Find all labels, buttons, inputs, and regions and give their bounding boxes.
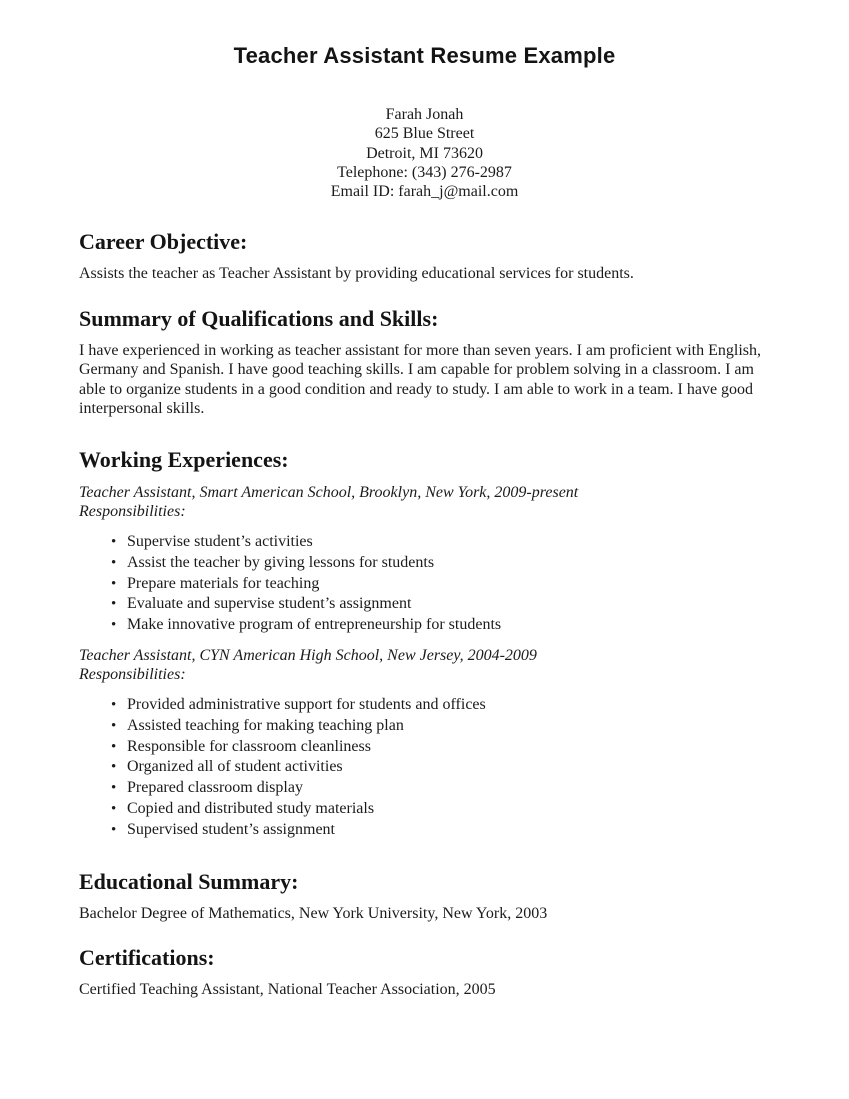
job-responsibilities-label: Responsibilities: [79,665,186,683]
contact-block [79,105,770,201]
certifications-text: Certified Teaching Assistant, National Teacher Association, 2005 [79,981,496,999]
educational-summary-heading: Educational Summary: [79,868,299,894]
job-bullet: • Organized all of student activities [111,757,770,778]
certifications-heading: Certifications: [79,945,215,971]
career-objective-text: Assists the teacher as Teacher Assistant by providing educational services for students. [79,265,634,283]
job-title-line: Teacher Assistant, Smart American School, Brooklyn, New York, 2009-present [79,483,579,501]
job-title-line: Teacher Assistant, CYN American High School, New Jersey, 2004-2009 [79,646,537,664]
section-summary [79,306,770,419]
contact-telephone: Telephone: (343) 276-2987 [337,163,512,181]
career-objective-heading: Career Objective: [79,229,248,255]
section-certifications [79,945,770,1000]
job-bullet: • Assisted teaching for making teaching plan [111,716,770,737]
contact-name: Farah Jonah [385,106,464,123]
summary-heading: Summary of Qualifications and Skills: [79,305,439,331]
job-entry [79,483,770,636]
job-bullet: • Responsible for classroom cleanliness [111,737,770,758]
job-bullet: • Prepare materials for teaching [111,574,770,595]
job-bullet: • Supervised student’s assignment [111,820,770,841]
contact-city: Detroit, MI 73620 [366,144,483,162]
working-experiences-heading: Working Experiences: [79,446,289,472]
job-bullet: • Supervise student’s activities [111,532,770,553]
page-title: Teacher Assistant Resume Example [233,43,616,68]
job-entry [79,646,770,841]
educational-summary-text: Bachelor Degree of Mathematics, New York University, New York, 2003 [79,904,548,922]
job-bullet: • Prepared classroom display [111,778,770,799]
job-bullet-list [79,532,770,636]
job-bullet: • Make innovative program of entrepreneurship for students [111,615,770,636]
contact-street: 625 Blue Street [374,125,475,143]
job-bullet: • Evaluate and supervise student’s assignment [111,594,770,615]
job-bullet: • Copied and distributed study materials [111,799,770,820]
section-educational-summary [79,869,770,924]
job-responsibilities-label: Responsibilities: [79,502,186,520]
summary-text: I have experienced in working as teacher assistant for more than seven years. I am proficient with English, Germany and Spanish. I have good teaching skills. I am capable for problem solving in a classroom. I am able to organize students in a good condition and ready to study. I am able to work in a team. I have good interpersonal skills. [79,341,761,418]
job-bullet: • Assist the teacher by giving lessons for students [111,553,770,574]
job-bullet: • Provided administrative support for students and offices [111,695,770,716]
job-bullet-list [79,695,770,841]
section-working-experiences [79,447,770,841]
contact-email: Email ID: farah_j@mail.com [330,183,519,201]
section-career-objective [79,229,770,284]
